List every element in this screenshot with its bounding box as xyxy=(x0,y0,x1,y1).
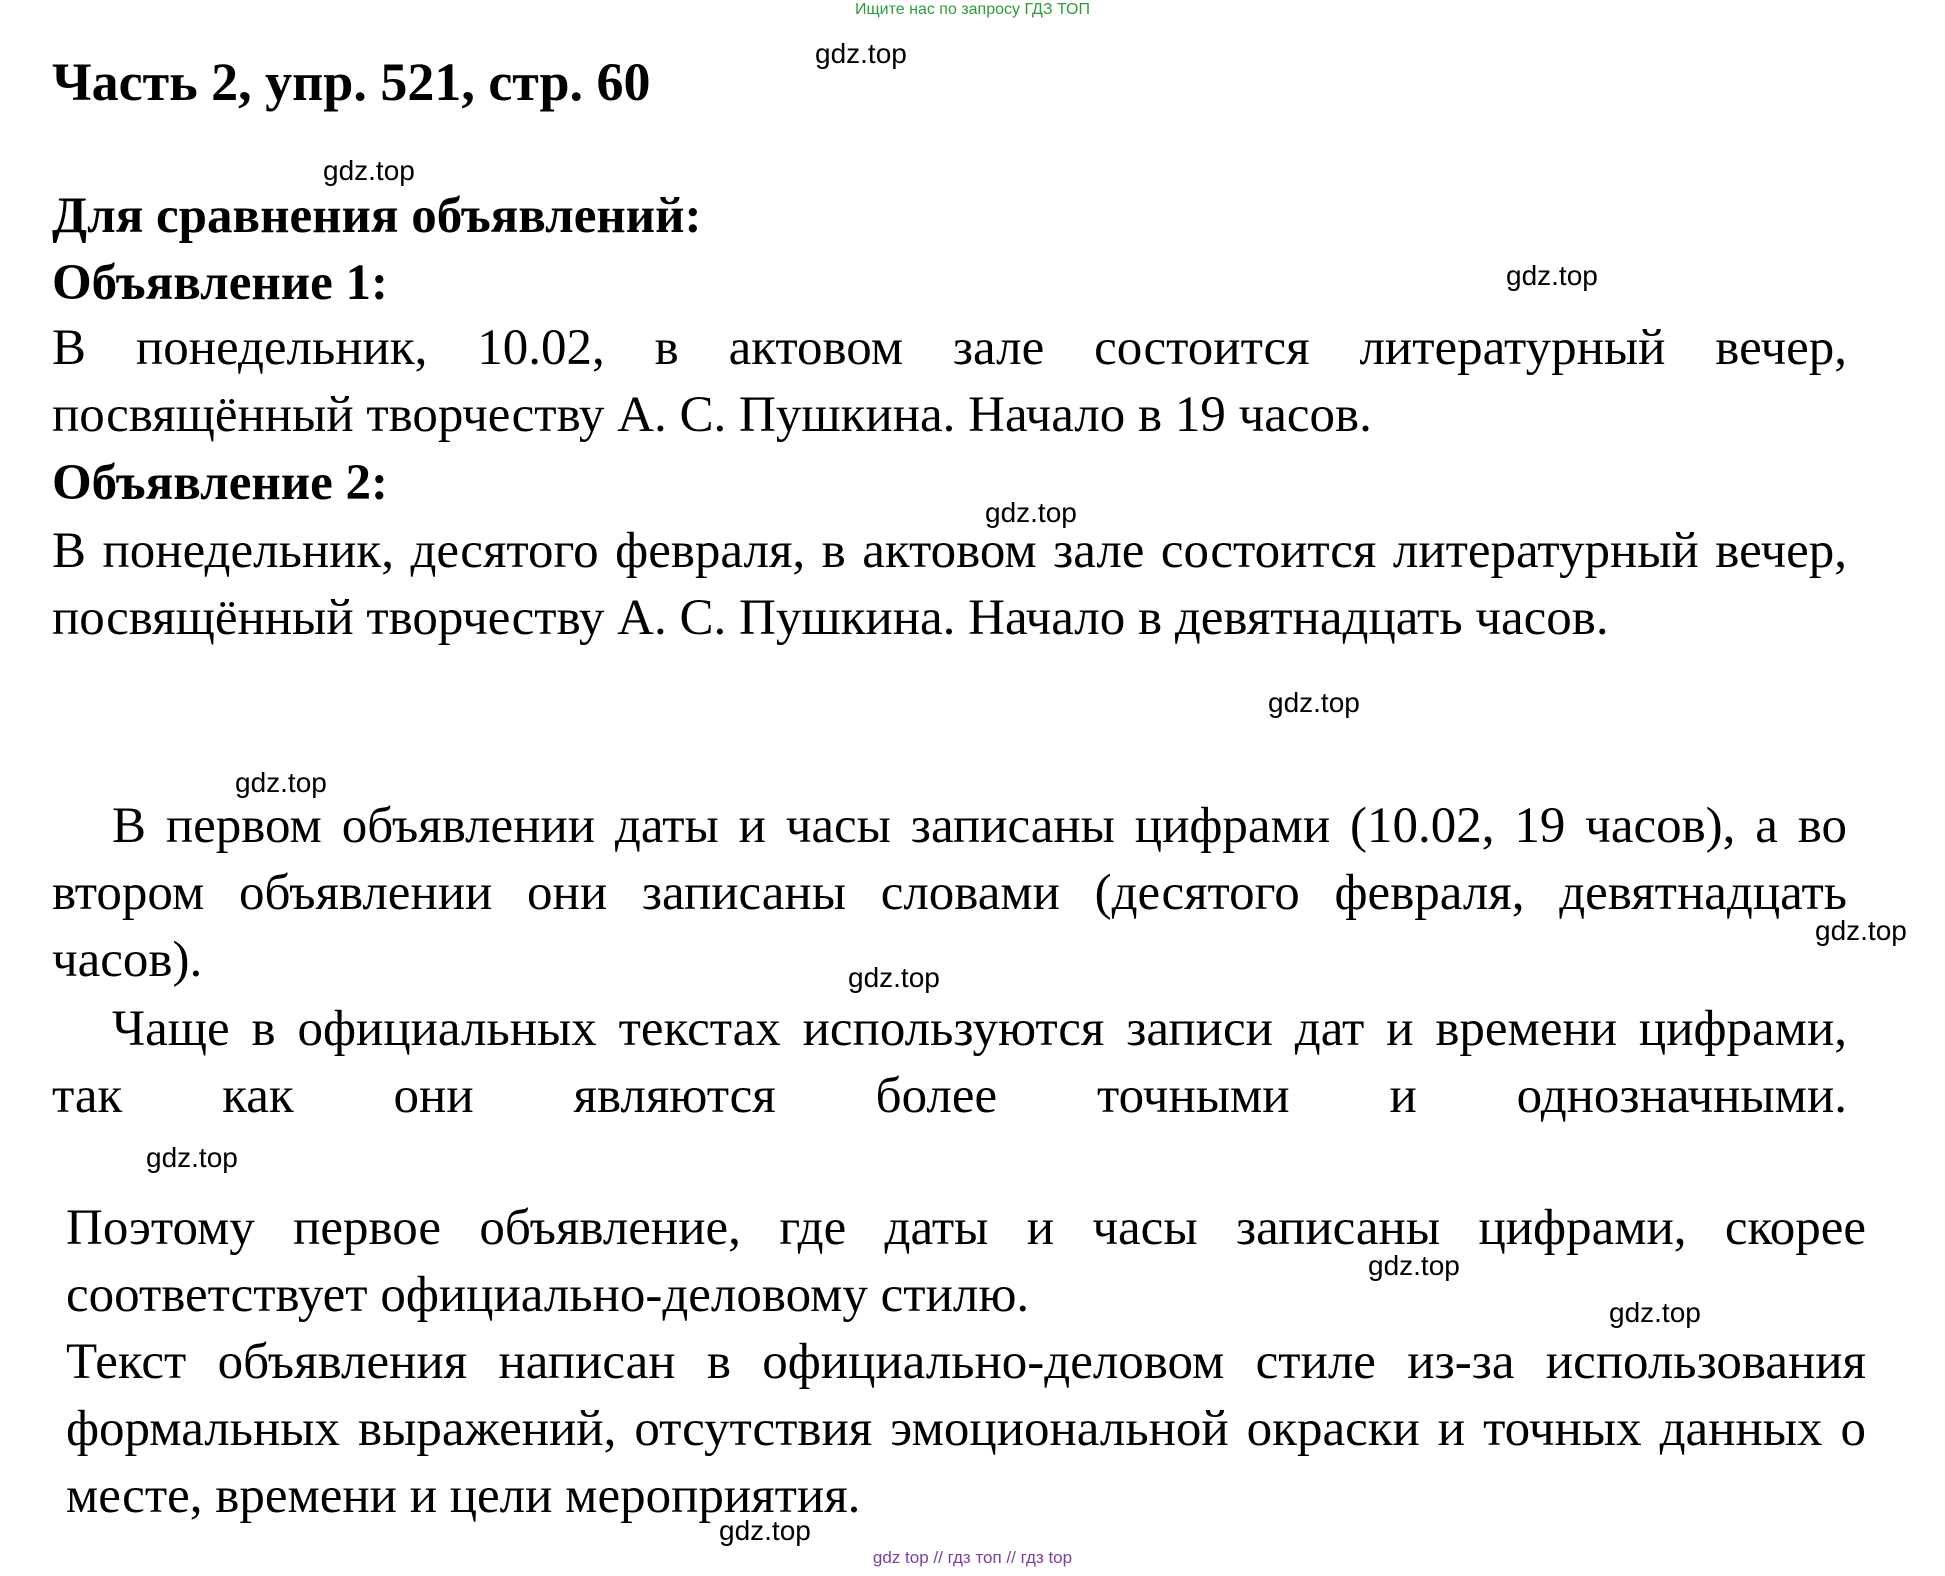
watermark: gdz.top xyxy=(235,767,327,798)
watermark: gdz.top xyxy=(815,38,907,69)
ad2-heading: Объявление 2: xyxy=(52,455,388,511)
paragraph-comparison: В первом объявлении даты и часы записаны цифрами (10.02, 19 часов), а во втором объявлении они записаны словами (десятого февраля, девятнадцать часов). xyxy=(52,798,1847,988)
paragraph-style: Текст объявления написан в официально-деловом стиле из-за использования формальных выражений, отсутствия эмоциональной окраски и точных данных о месте, времени и цели мероприятия. xyxy=(66,1334,1866,1524)
watermark: gdz.top xyxy=(985,497,1077,528)
header-note: Ищите нас по запросу ГДЗ ТОП xyxy=(855,1,1090,18)
watermark: gdz.top xyxy=(1268,687,1360,718)
watermark: gdz.top xyxy=(1506,260,1598,291)
heading-compare: Для сравнения объявлений: xyxy=(52,188,702,244)
watermark: gdz.top xyxy=(323,155,415,186)
watermark: gdz.top xyxy=(146,1142,238,1173)
watermark: gdz.top xyxy=(1368,1250,1460,1281)
ad2-text: В понедельник, десятого февраля, в актовом зале состоится литературный вечер, посвящённый творчеству А. С. Пушкина. Начало в девятнадцать часов. xyxy=(52,523,1847,646)
page-title: Часть 2, упр. 521, стр. 60 xyxy=(52,52,651,112)
ad1-text: В понедельник, 10.02, в актовом зале состоится литературный вечер, посвящённый творчеству А. С. Пушкина. Начало в 19 часов. xyxy=(52,320,1847,443)
paragraph-official: Чаще в официальных текстах используются записи дат и времени цифрами, так как они являются более точными и однозначными. xyxy=(52,1001,1847,1124)
watermark: gdz.top xyxy=(848,962,940,993)
watermark: gdz.top xyxy=(1609,1297,1701,1328)
ad1-heading: Объявление 1: xyxy=(52,255,388,311)
footer-note: gdz top // гдз топ // гдз top xyxy=(872,1548,1073,1567)
watermark: gdz.top xyxy=(1815,915,1907,946)
paragraph-conclusion: Поэтому первое объявление, где даты и часы записаны цифрами, скорее соответствует официально-деловому стилю. xyxy=(66,1200,1866,1323)
watermark: gdz.top xyxy=(719,1515,811,1546)
